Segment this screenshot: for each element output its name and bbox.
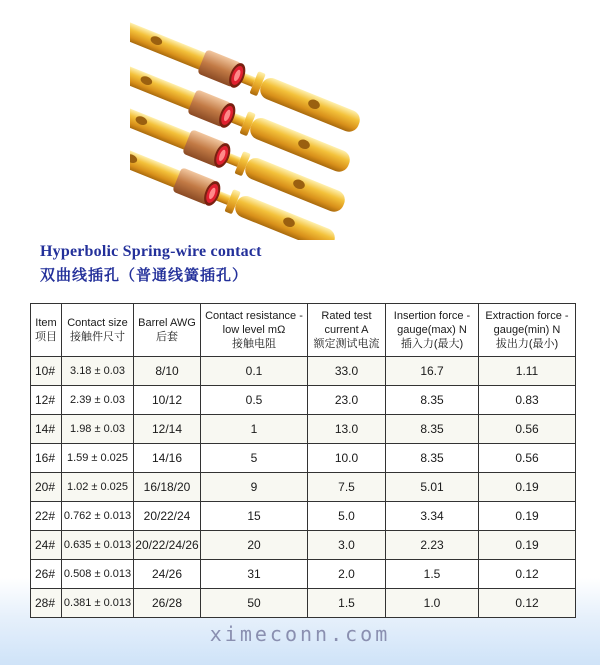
header-cn: 后套 (156, 331, 178, 343)
cell-barrel-awg: 26/28 (134, 589, 201, 618)
cell-barrel-awg: 20/22/24/26 (134, 531, 201, 560)
cell-contact-size: 2.39 ± 0.03 (62, 386, 134, 415)
header-cell (479, 304, 576, 357)
header-en: Contact resistance -low level mΩ (205, 310, 303, 336)
cell-contact-size: 0.381 ± 0.013 (62, 589, 134, 618)
cell-rated-current: 3.0 (308, 531, 386, 560)
cell-insertion-force: 3.34 (386, 502, 479, 531)
cell-insertion-force: 16.7 (386, 357, 479, 386)
cell-extraction-force: 0.19 (479, 502, 576, 531)
header-cn: 项目 (35, 331, 57, 343)
cell-extraction-force: 0.83 (479, 386, 576, 415)
cell-contact-resistance: 50 (201, 589, 308, 618)
cell-contact-size: 1.59 ± 0.025 (62, 444, 134, 473)
table-row (31, 531, 576, 560)
header-en: Barrel AWG (138, 317, 196, 329)
cell-barrel-awg: 16/18/20 (134, 473, 201, 502)
header-cell (308, 304, 386, 357)
cell-barrel-awg: 24/26 (134, 560, 201, 589)
table-row (31, 502, 576, 531)
cell-item: 26# (31, 560, 62, 589)
table-row (31, 560, 576, 589)
header-cell (201, 304, 308, 357)
contact-pins-illustration (130, 0, 460, 240)
cell-insertion-force: 5.01 (386, 473, 479, 502)
cell-insertion-force: 8.35 (386, 415, 479, 444)
cell-extraction-force: 1.11 (479, 357, 576, 386)
spec-table (30, 303, 576, 618)
cell-extraction-force: 0.12 (479, 589, 576, 618)
cell-contact-resistance: 31 (201, 560, 308, 589)
cell-contact-resistance: 1 (201, 415, 308, 444)
header-en: Contact size (67, 317, 128, 329)
title-english: Hyperbolic Spring-wire contact (40, 243, 262, 260)
cell-extraction-force: 0.56 (479, 415, 576, 444)
cell-contact-resistance: 5 (201, 444, 308, 473)
cell-contact-resistance: 9 (201, 473, 308, 502)
cell-item: 24# (31, 531, 62, 560)
cell-item: 10# (31, 357, 62, 386)
cell-contact-size: 0.762 ± 0.013 (62, 502, 134, 531)
cell-extraction-force: 0.12 (479, 560, 576, 589)
cell-insertion-force: 1.0 (386, 589, 479, 618)
header-cell (386, 304, 479, 357)
table-row (31, 473, 576, 502)
header-cell (134, 304, 201, 357)
cell-barrel-awg: 12/14 (134, 415, 201, 444)
cell-rated-current: 2.0 (308, 560, 386, 589)
cell-contact-resistance: 20 (201, 531, 308, 560)
cell-item: 28# (31, 589, 62, 618)
cell-item: 16# (31, 444, 62, 473)
cell-extraction-force: 0.19 (479, 531, 576, 560)
cell-rated-current: 23.0 (308, 386, 386, 415)
cell-insertion-force: 1.5 (386, 560, 479, 589)
header-en: Insertion force -gauge(max) N (393, 310, 471, 336)
cell-extraction-force: 0.19 (479, 473, 576, 502)
table-row (31, 415, 576, 444)
cell-insertion-force: 8.35 (386, 386, 479, 415)
cell-contact-size: 0.635 ± 0.013 (62, 531, 134, 560)
header-cn: 接触件尺寸 (70, 331, 125, 343)
header-en: Item (35, 317, 57, 329)
header-cn: 拔出力(最小) (495, 338, 559, 350)
table-row (31, 444, 576, 473)
cell-contact-size: 0.508 ± 0.013 (62, 560, 134, 589)
cell-item: 20# (31, 473, 62, 502)
cell-rated-current: 5.0 (308, 502, 386, 531)
cell-contact-resistance: 15 (201, 502, 308, 531)
cell-item: 12# (31, 386, 62, 415)
cell-item: 22# (31, 502, 62, 531)
cell-barrel-awg: 8/10 (134, 357, 201, 386)
cell-contact-size: 3.18 ± 0.03 (62, 357, 134, 386)
header-cn: 插入力(最大) (400, 338, 464, 350)
cell-contact-size: 1.98 ± 0.03 (62, 415, 134, 444)
cell-rated-current: 33.0 (308, 357, 386, 386)
cell-rated-current: 1.5 (308, 589, 386, 618)
title-chinese: 双曲线插孔（普通线簧插孔） (40, 266, 249, 284)
table-row (31, 357, 576, 386)
cell-rated-current: 13.0 (308, 415, 386, 444)
cell-contact-size: 1.02 ± 0.025 (62, 473, 134, 502)
cell-rated-current: 7.5 (308, 473, 386, 502)
header-en: Extraction force -gauge(min) N (485, 310, 569, 336)
cell-barrel-awg: 14/16 (134, 444, 201, 473)
cell-rated-current: 10.0 (308, 444, 386, 473)
cell-insertion-force: 8.35 (386, 444, 479, 473)
header-cn: 接触电阻 (232, 338, 276, 350)
table-row (31, 589, 576, 618)
cell-item: 14# (31, 415, 62, 444)
cell-barrel-awg: 10/12 (134, 386, 201, 415)
website-watermark: ximeconn.com (209, 622, 391, 646)
header-cell (31, 304, 62, 357)
cell-extraction-force: 0.56 (479, 444, 576, 473)
header-cell (62, 304, 134, 357)
cell-barrel-awg: 20/22/24 (134, 502, 201, 531)
table-row (31, 386, 576, 415)
header-cn: 额定测试电流 (313, 338, 380, 350)
table-header-row (31, 304, 576, 357)
cell-insertion-force: 2.23 (386, 531, 479, 560)
cell-contact-resistance: 0.1 (201, 357, 308, 386)
header-en: Rated test current A (321, 310, 372, 336)
cell-contact-resistance: 0.5 (201, 386, 308, 415)
